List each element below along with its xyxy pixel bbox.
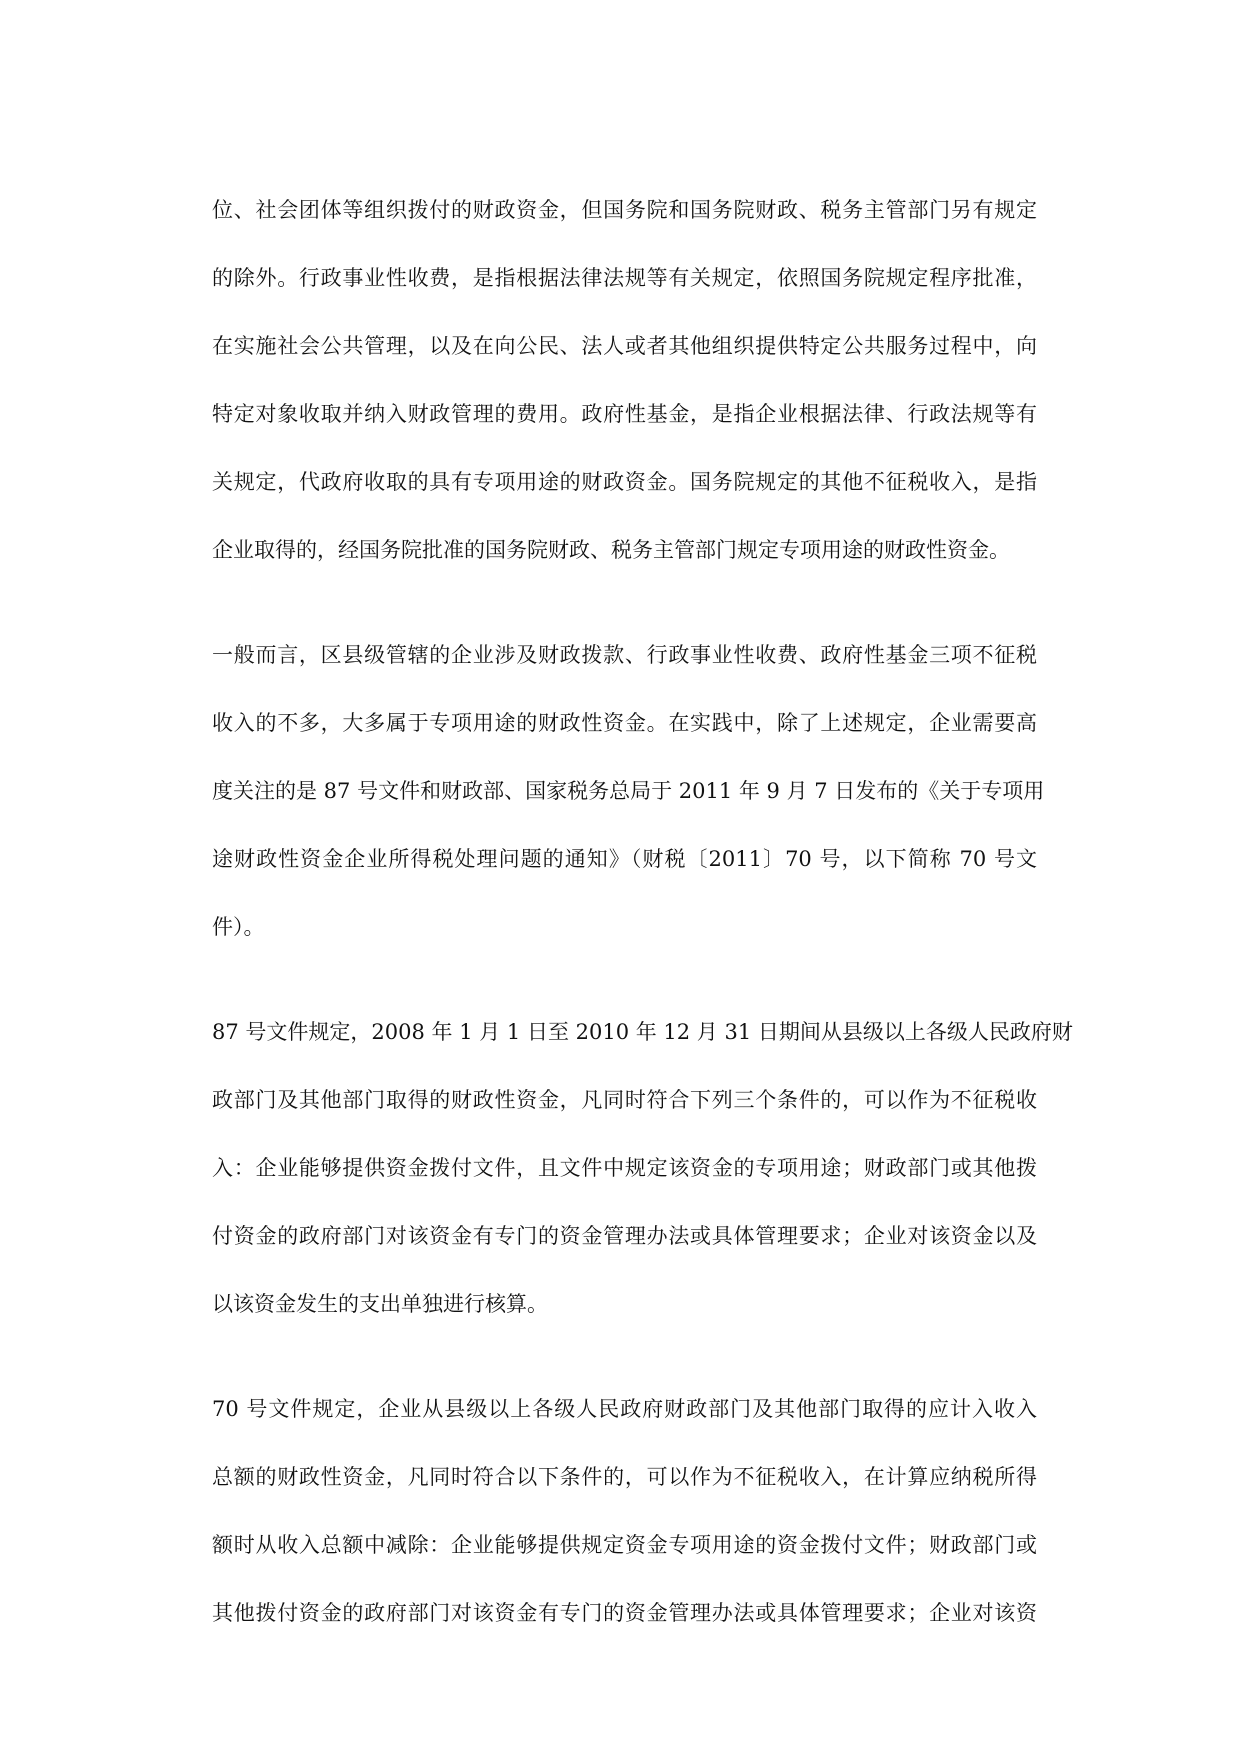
document-body xyxy=(212,195,1073,1703)
text-line: 以该资金发生的支出单独进行核算。 xyxy=(212,1292,548,1316)
text-line: 企业取得的，经国务院批准的国务院财政、税务主管部门规定专项用途的财政性资金。 xyxy=(212,538,1010,562)
text-line: 其他拨付资金的政府部门对该资金有专门的资金管理办法或具体管理要求；企业对该资 xyxy=(212,1601,1037,1625)
text-line: 的除外。行政事业性收费，是指根据法律法规等有关规定，依照国务院规定程序批准， xyxy=(212,266,1037,290)
text-line: 70 号文件规定，企业从县级以上各级人民政府财政部门及其他部门取得的应计入收入 xyxy=(212,1397,1037,1421)
text-line: 一般而言，区县级管辖的企业涉及财政拨款、行政事业性收费、政府性基金三项不征税 xyxy=(212,643,1037,667)
text-line: 政部门及其他部门取得的财政性资金，凡同时符合下列三个条件的，可以作为不征税收 xyxy=(212,1088,1037,1112)
text-line: 87 号文件规定，2008 年 1 月 1 日至 2010 年 12 月 31 日期间从县级以上各级人民政府财 xyxy=(212,1020,1073,1044)
text-line: 关规定，代政府收取的具有专项用途的财政资金。国务院规定的其他不征税收入，是指 xyxy=(212,470,1037,494)
text-line: 入：企业能够提供资金拨付文件，且文件中规定该资金的专项用途；财政部门或其他拨 xyxy=(212,1156,1037,1180)
text-line: 途财政性资金企业所得税处理问题的通知》（财税〔2011〕70 号，以下简称 70 号文 xyxy=(212,847,1037,871)
text-line: 位、社会团体等组织拨付的财政资金，但国务院和国务院财政、税务主管部门另有规定 xyxy=(212,198,1037,222)
paragraph-document-70-rules xyxy=(212,1394,1037,1666)
text-line: 总额的财政性资金，凡同时符合以下条件的，可以作为不征税收入，在计算应纳税所得 xyxy=(212,1465,1037,1489)
text-line: 额时从收入总额中减除：企业能够提供规定资金专项用途的资金拨付文件；财政部门或 xyxy=(212,1533,1037,1557)
text-line: 特定对象收取并纳入财政管理的费用。政府性基金，是指企业根据法律、行政法规等有 xyxy=(212,402,1037,426)
text-line: 收入的不多，大多属于专项用途的财政性资金。在实践中，除了上述规定，企业需要高 xyxy=(212,711,1037,735)
paragraph-non-taxable-income-definitions xyxy=(212,195,1037,603)
text-line: 度关注的是 87 号文件和财政部、国家税务总局于 2011 年 9 月 7 日发布的《关于专项用 xyxy=(212,779,1045,803)
text-line: 付资金的政府部门对该资金有专门的资金管理办法或具体管理要求；企业对该资金以及 xyxy=(212,1224,1037,1248)
text-line: 件）。 xyxy=(212,915,265,939)
paragraph-document-87-rules xyxy=(212,1017,1073,1357)
text-line: 在实施社会公共管理，以及在向公民、法人或者其他组织提供特定公共服务过程中，向 xyxy=(212,334,1037,358)
paragraph-practice-overview xyxy=(212,640,1045,980)
